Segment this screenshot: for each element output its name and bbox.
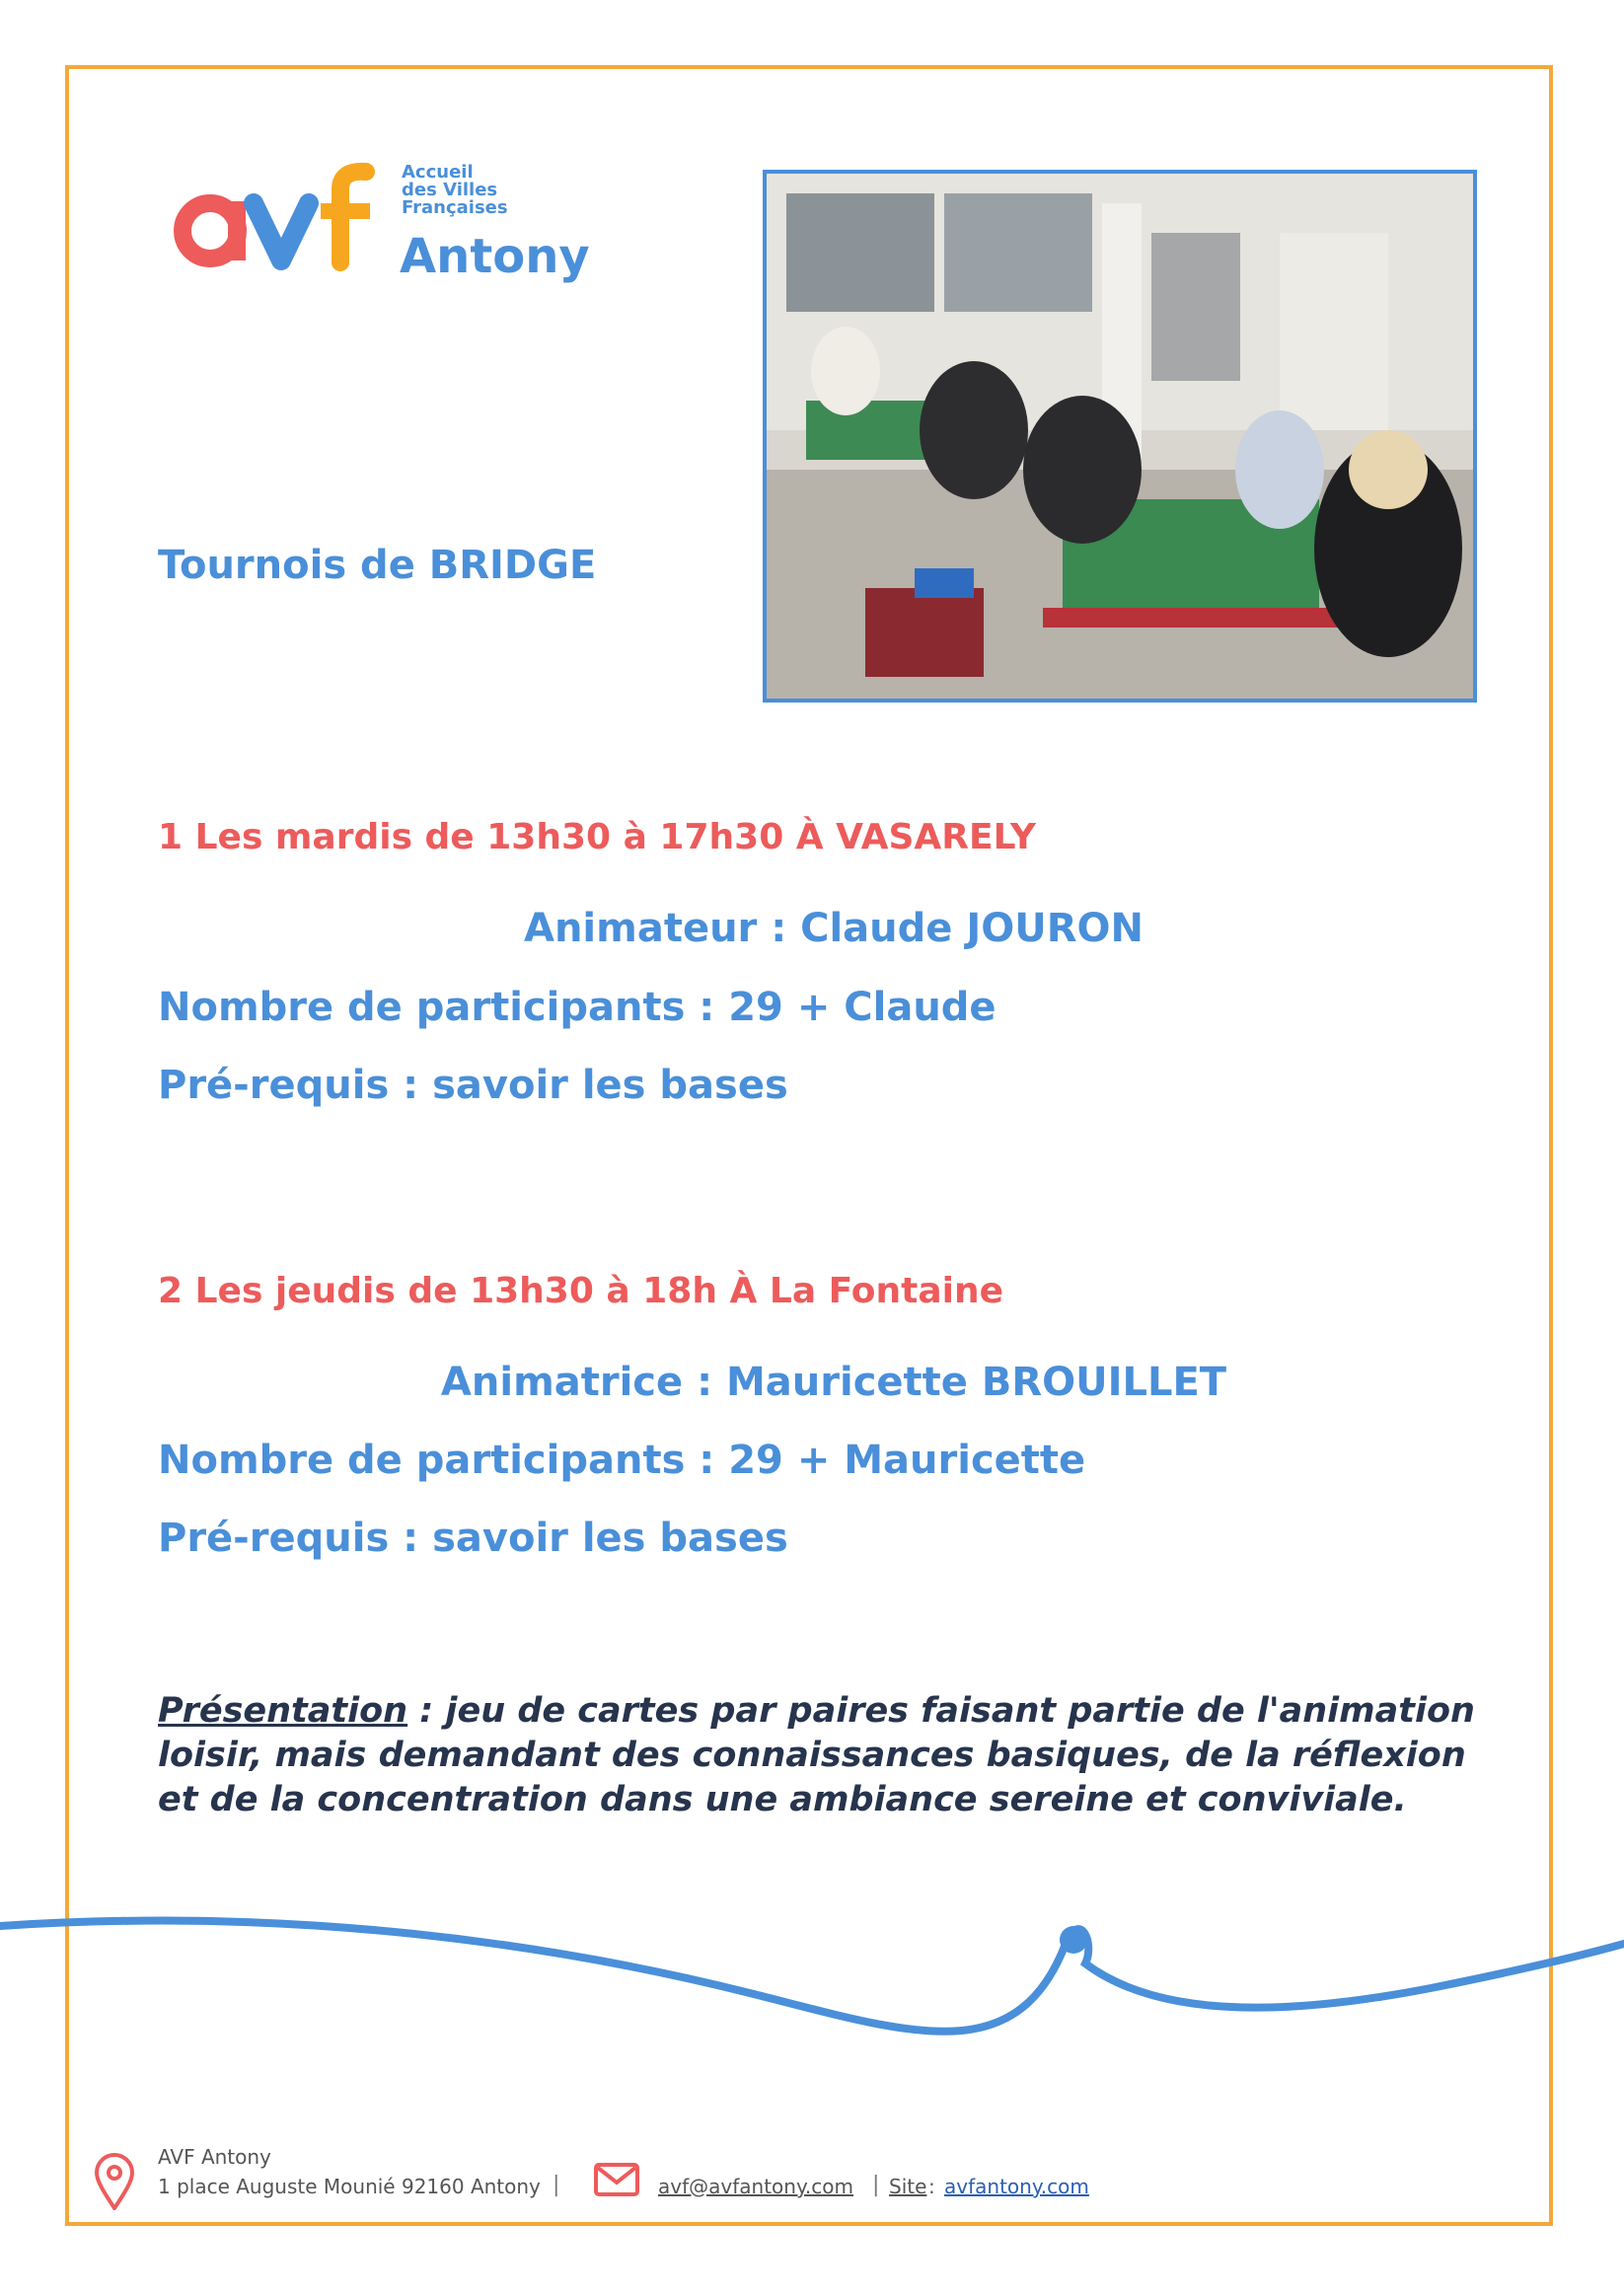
presentation-label: Présentation	[158, 1691, 408, 1731]
presentation-text: : jeu de cartes par paires faisant partie de l'animation loisir, mais demandant des connaissances basiques, de la réflexion et de la concentration dans une ambiance sereine et conviviale.	[158, 1691, 1475, 1819]
session-prereq: Pré-requis : savoir les bases	[158, 1063, 788, 1108]
logo-tagline-line: Accueil	[402, 162, 474, 183]
bridge-players-photo	[763, 170, 1477, 703]
page-title: Tournois de BRIDGE	[158, 543, 597, 588]
session-heading: 1 Les mardis de 13h30 à 17h30 À VASARELY	[158, 817, 1036, 857]
session-participants: Nombre de participants : 29 + Claude	[158, 985, 997, 1030]
decorative-wave	[0, 1904, 1624, 2131]
footer-site-label: Site	[889, 2175, 927, 2198]
footer-separator: |	[872, 2173, 880, 2197]
logo-city: Antony	[400, 229, 590, 284]
session-prereq: Pré-requis : savoir les bases	[158, 1516, 788, 1561]
logo-tagline-line: des Villes	[402, 180, 498, 200]
mail-icon	[594, 2163, 639, 2196]
logo-tagline	[402, 164, 508, 217]
footer-email-link[interactable]: avf@avfantony.com	[658, 2175, 854, 2198]
avf-logo	[173, 160, 607, 288]
location-pin-icon	[95, 2153, 134, 2210]
footer-address: 1 place Auguste Mounié 92160 Antony	[158, 2175, 541, 2198]
presentation-paragraph	[158, 1689, 1500, 1822]
footer-separator: |	[553, 2173, 560, 2197]
session-animator: Animateur : Claude JOURON	[524, 906, 1144, 951]
footer-site-colon: :	[928, 2175, 935, 2198]
session-animator: Animatrice : Mauricette BROUILLET	[440, 1360, 1227, 1405]
session-heading: 2 Les jeudis de 13h30 à 18h À La Fontaine	[158, 1271, 1004, 1311]
footer-org: AVF Antony	[158, 2145, 271, 2169]
avf-logo-mark	[173, 160, 390, 288]
logo-tagline-line: Françaises	[402, 197, 508, 218]
footer	[0, 2131, 1624, 2210]
footer-site-link[interactable]: avfantony.com	[944, 2175, 1089, 2198]
session-participants: Nombre de participants : 29 + Mauricette	[158, 1438, 1086, 1483]
